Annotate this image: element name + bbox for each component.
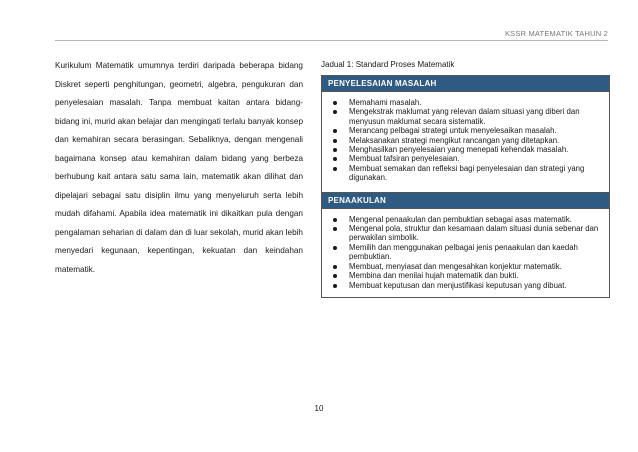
list-item: Membina dan menilai hujah matematik dan bukti. (333, 271, 601, 280)
reasoning-list (322, 209, 609, 297)
body-paragraph: Kurikulum Matematik umumnya terdiri daripada beberapa bidang Diskret seperti penghitungan, geometri, algebra, pengukuran dan penyelesaian masalah. Tanpa membuat kaitan antara bidang-bidang ini, murid akan belajar dan mengingati terlalu banyak konsep dan kemahiran secara berasingan. Sebaliknya, dengan mengenali bagaimana konsep atau kemahiran dalam bidang yang berbeza berhubung kait antara satu sama lain, matematik akan dilihat dan dipelajari sebagai satu disiplin ilmu yang menyeluruh serta lebih mudah difahami. Apabila idea matematik ini dikaitkan pula dengan pengalaman seharian di dalam dan di luar sekolah, murid akan lebih menyedari kegunaan, kepentingan, kekuatan dan keindahan matematik. (55, 61, 303, 274)
list-item: Merancang pelbagai strategi untuk menyelesaikan masalah. (333, 126, 601, 135)
running-header: KSSR MATEMATIK TAHUN 2 (504, 29, 608, 38)
table-caption: Jadual 1: Standard Proses Matematik (321, 60, 455, 69)
list-item: Memilih dan menggunakan pelbagai jenis penaakulan dan kaedah pembuktian. (333, 243, 601, 262)
list-item: Mengenal pola, struktur dan kesamaan dalam situasi dunia sebenar dan perwakilan simbolik. (333, 224, 601, 243)
list-item: Mengenal penaakulan dan pembuktian sebagai asas matematik. (333, 215, 601, 224)
problem-solving-list (322, 92, 609, 192)
left-column (55, 57, 303, 279)
section-heading-reasoning: PENAAKULAN (322, 193, 609, 209)
standard-process-table (321, 75, 610, 298)
list-item: Membuat, menyiasat dan mengesahkan konjektur matematik. (333, 262, 601, 271)
list-item: Membuat keputusan dan menjustifikasi keputusan yang dibuat. (333, 281, 601, 290)
list-item: Membuat tafsiran penyelesaian. (333, 154, 601, 163)
section-heading-problem-solving: PENYELESAIAN MASALAH (322, 76, 609, 92)
list-item: Melaksanakan strategi mengikut rancangan yang ditetapkan. (333, 136, 601, 145)
list-item: Memahami masalah. (333, 98, 601, 107)
list-item: Menghasilkan penyelesaian yang menepati kehendak masalah. (333, 145, 601, 154)
header-rule (55, 40, 608, 41)
page-number: 10 (314, 404, 324, 413)
list-item: Mengekstrak maklumat yang relevan dalam situasi yang diberi dan menyusun maklumat secara sistematik. (333, 107, 601, 126)
list-item: Membuat semakan dan refleksi bagi penyelesaian dan strategi yang digunakan. (333, 164, 601, 183)
